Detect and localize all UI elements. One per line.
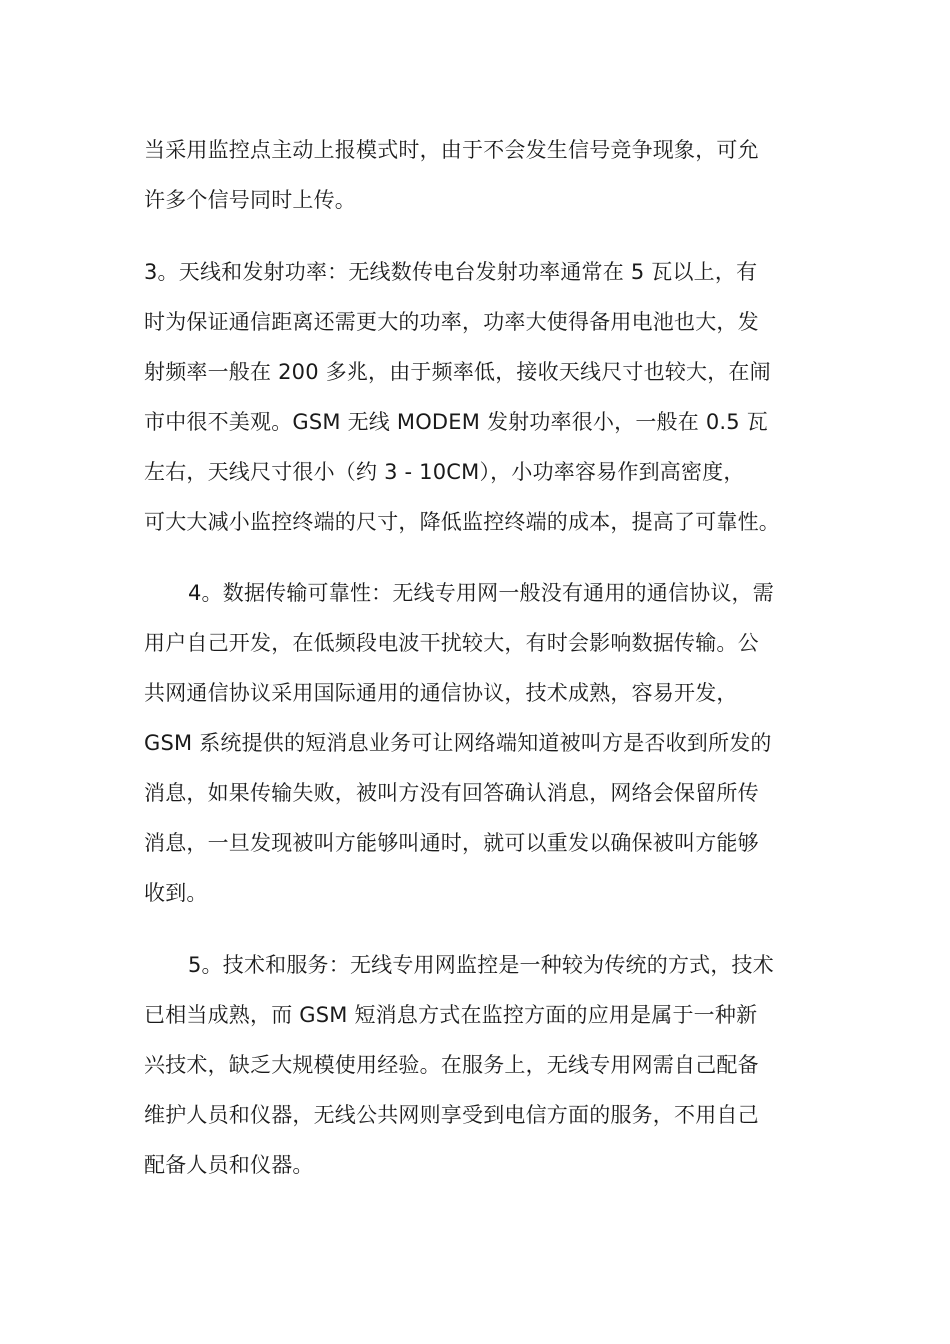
text-line: 许多个信号同时上传。 — [144, 188, 356, 212]
text-line: 已相当成熟，而 GSM 短消息方式在监控方面的应用是属于一种新 — [144, 1003, 758, 1027]
text-line: 射频率一般在 200 多兆，由于频率低，接收天线尺寸也较大，在闹 — [144, 360, 771, 384]
text-line: 5。技术和服务：无线专用网监控是一种较为传统的方式，技术 — [188, 953, 774, 977]
text-line: 时为保证通信距离还需更大的功率，功率大使得备用电池也大，发 — [144, 310, 759, 334]
text-line: 共网通信协议采用国际通用的通信协议，技术成熟，容易开发， — [144, 681, 738, 705]
text-line: 消息，一旦发现被叫方能够叫通时，就可以重发以确保被叫方能够 — [144, 831, 759, 855]
text-line: 当采用监控点主动上报模式时，由于不会发生信号竞争现象，可允 — [144, 138, 759, 162]
text-line: 收到。 — [144, 881, 208, 905]
text-line: 3。天线和发射功率：无线数传电台发射功率通常在 5 瓦以上，有 — [144, 260, 758, 284]
text-line: 4。数据传输可靠性：无线专用网一般没有通用的通信协议，需 — [188, 581, 774, 605]
text-line: 配备人员和仪器。 — [144, 1153, 314, 1177]
text-line: 用户自己开发，在低频段电波干扰较大，有时会影响数据传输。公 — [144, 631, 759, 655]
text-line: 消息，如果传输失败，被叫方没有回答确认消息，网络会保留所传 — [144, 781, 759, 805]
text-line: 左右，天线尺寸很小（约 3 - 10CM），小功率容易作到高密度， — [144, 460, 745, 484]
text-line: 兴技术，缺乏大规模使用经验。在服务上，无线专用网需自己配备 — [144, 1053, 759, 1077]
text-line: GSM 系统提供的短消息业务可让网络端知道被叫方是否收到所发的 — [144, 731, 772, 755]
text-line: 市中很不美观。GSM 无线 MODEM 发射功率很小，一般在 0.5 瓦 — [144, 410, 768, 434]
text-line: 维护人员和仪器，无线公共网则享受到电信方面的服务，不用自己 — [144, 1103, 759, 1127]
text-line: 可大大减小监控终端的尺寸，降低监控终端的成本，提高了可靠性。 — [144, 510, 780, 534]
